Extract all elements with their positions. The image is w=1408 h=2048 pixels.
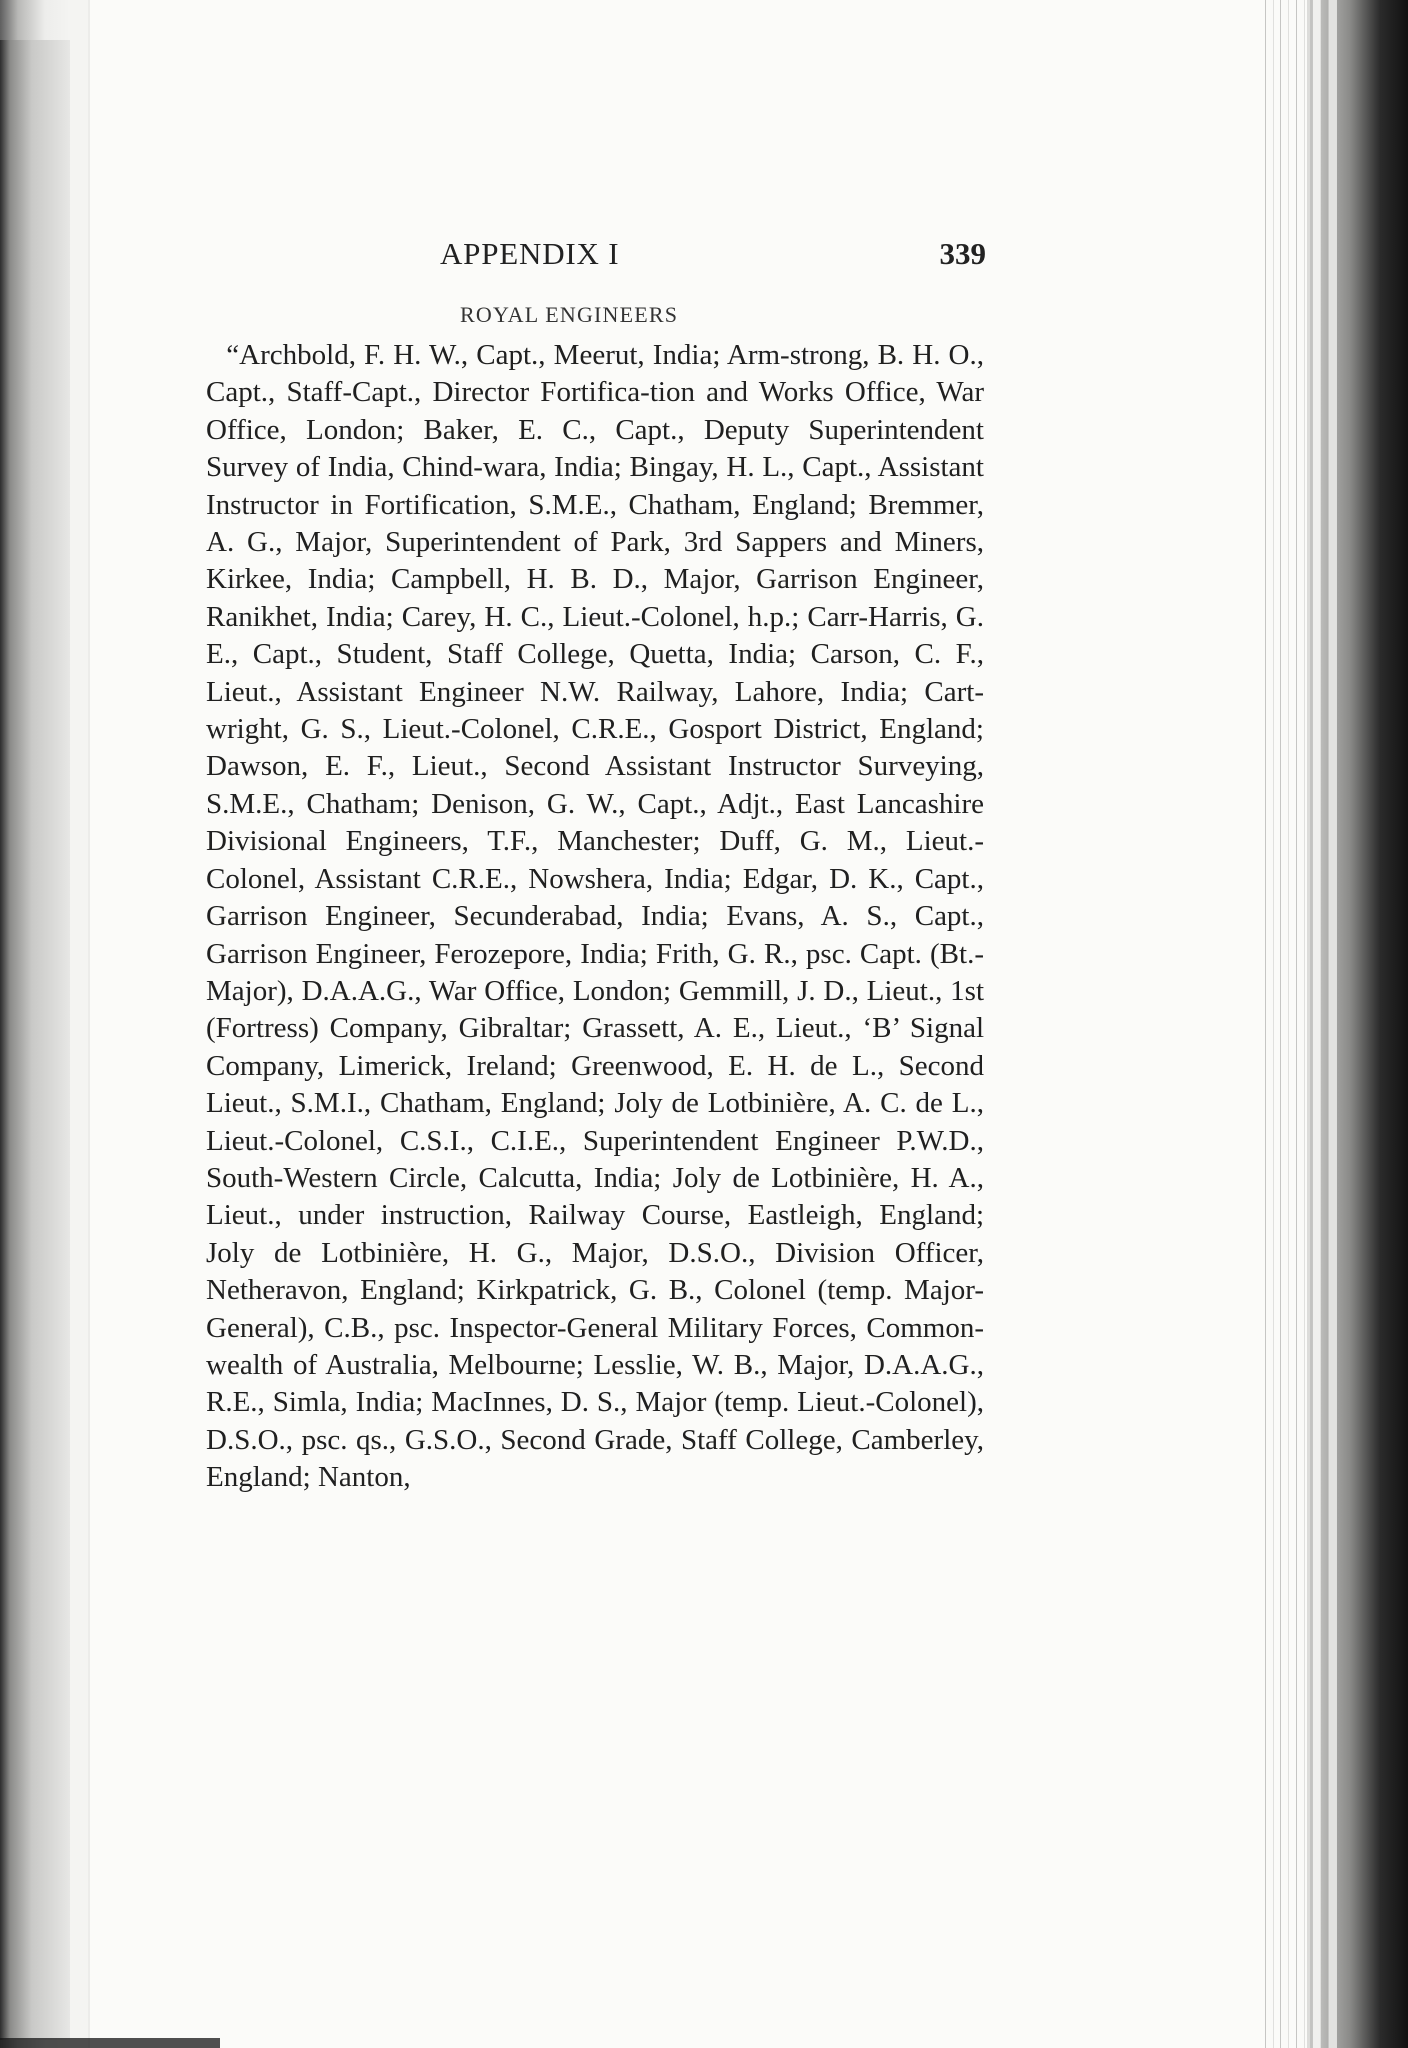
page-edge <box>1296 0 1305 2048</box>
body-text: “Archbold, F. H. W., Capt., Meerut, India; Arm-strong, B. H. O., Capt., Staff-Capt., Director Fortifica-tion and Works Office, War Office, London; Baker, E. C., Capt., Deputy Superintendent Survey of India, Chind-wara, India; Bingay, H. L., Capt., Assistant Instructor in Fortification, S.M.E., Chatham, England; Bremmer, A. G., Major, Superintendent of Park, 3rd Sappers and Miners, Kirkee, India; Campbell, H. B. D., Major, Garrison Engineer, Ranikhet, India; Carey, H. C., Lieut.-Colonel, h.p.; Carr-Harris, G. E., Capt., Student, Staff College, Quetta, India; Carson, C. F., Lieut., Assistant Engineer N.W. Railway, Lahore, India; Cart-wright, G. S., Lieut.-Colonel, C.R.E., Gosport District, England; Dawson, E. F., Lieut., Second Assistant Instructor Surveying, S.M.E., Chatham; Denison, G. W., Capt., Adjt., East Lancashire Divisional Engineers, T.F., Manchester; Duff, G. M., Lieut.-Colonel, Assistant C.R.E., Nowshera, India; Edgar, D. K., Capt., Garrison Engineer, Secunderabad, India; Evans, A. S., Capt., Garrison Engineer, Ferozepore, India; Frith, G. R., psc. Capt. (Bt.-Major), D.A.A.G., War Office, London; Gemmill, J. D., Lieut., 1st (Fortress) Company, Gibraltar; Grassett, A. E., Lieut., ‘B’ Signal Company, Limerick, Ireland; Greenwood, E. H. de L., Second Lieut., S.M.I., Chatham, England; Joly de Lotbinière, A. C. de L., Lieut.-Colonel, C.S.I., C.I.E., Superintendent Engineer P.W.D., South-Western Circle, Calcutta, India; Joly de Lotbinière, H. A., Lieut., under instruction, Railway Course, Eastleigh, England; Joly de Lotbinière, H. G., Major, D.S.O., Division Officer, Netheravon, England; Kirkpatrick, G. B., Colonel (temp. Major-General), C.B., psc. Inspector-General Military Forces, Common-wealth of Australia, Melbourne; Lesslie, W. B., Major, D.A.A.G., R.E., Simla, India; MacInnes, D. S., Major (temp. Lieut.-Colonel), D.S.O., psc. qs., G.S.O., Second Grade, Staff College, Camberley, England; Nanton, <box>206 339 984 1494</box>
scan-edge-mark <box>0 2038 220 2048</box>
running-title: APPENDIX I <box>440 236 620 271</box>
page-edge <box>1280 0 1289 2048</box>
page-edge <box>1328 0 1337 2048</box>
page-edge <box>1312 0 1321 2048</box>
page-number: 339 <box>939 236 986 271</box>
section-heading: ROYAL ENGINEERS <box>460 302 679 327</box>
book-gutter <box>0 40 70 2040</box>
page-edge <box>1265 0 1274 2048</box>
page-header <box>204 236 986 280</box>
